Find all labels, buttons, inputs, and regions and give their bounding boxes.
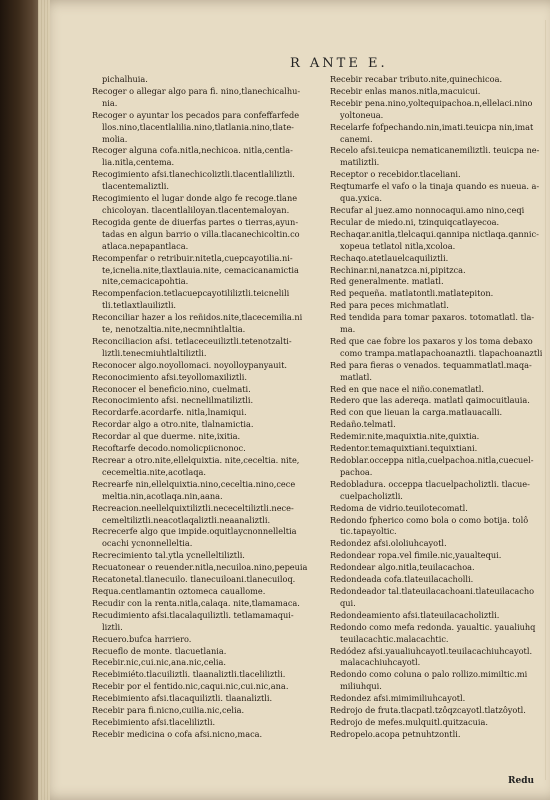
entry-line: ocachi ycnonnelleltia.: [102, 538, 193, 549]
entry-line: Recueflo de monte. tlacuetlania.: [92, 645, 227, 656]
entry-line: molia.: [102, 133, 128, 144]
entry-line: Recular de miedo.ni, tzinquiqcatlayecoa.: [330, 216, 500, 227]
entry-line: Redondeamiento afsi.tlateuilacacholiztli.: [330, 609, 500, 620]
running-head: R ANTE E.: [290, 56, 388, 71]
entry-line: Recrearfe nin,ellelquixtia.nino,ceceltia.nino,cece: [92, 478, 296, 489]
entry-line: Recoger o allegar algo para fi. nino,tlanechicalhu-: [92, 85, 301, 96]
entry-line: Recogimiento afsi.tlanechicoliztli.tlacentlaliliztli.: [92, 169, 295, 180]
entry-line: pichalhuia.: [102, 74, 148, 84]
entry-line: Red generalmente. matlatl.: [330, 276, 444, 287]
entry-line: Recompenfar o retribuir.nitetla,cuepcayotilia.ni-: [92, 252, 293, 263]
entry-line: Redaño.telmatl.: [330, 419, 396, 430]
entry-line: Recreacion.neellelquixtiliztli.nececeltiliztli.nece-: [92, 502, 294, 513]
entry-line: Recelo afsi.teuicpa nematicanemiliztli. teuicpa ne-: [330, 145, 540, 156]
entry-line: Redondo como mefa redonda. yaualtic. yaualiuhq: [330, 621, 536, 632]
entry-line: Recrear a otro.nite,ellelquixtia. nite,ceceltia. nite,: [92, 455, 300, 465]
entry-line: Recordarfe.acordarfe. nitla,lnamiqui.: [92, 407, 247, 418]
entry-line: pachoa.: [340, 466, 373, 477]
entry-line: qui.: [340, 597, 356, 608]
entry-line: Redondear algo.nitla,teuilacachoa.: [330, 562, 475, 573]
entry-line: Red con que lieuan la carga.matlauacalli.: [330, 407, 503, 418]
entry-line: cecemeltia.nite,acotlaqa.: [102, 466, 207, 477]
entry-line: liztli.: [102, 621, 123, 632]
entry-line: Reconocer el beneficio.nino, cuelmati.: [92, 383, 251, 394]
entry-line: Redropelo.acopa petnuhtzontli.: [330, 728, 461, 739]
entry-line: llos.nino,tlacentlalilia.nino,tlatlania.nino,tlate-: [102, 121, 294, 132]
right-column: [330, 74, 542, 741]
entry-line: yoltoneua.: [340, 109, 384, 120]
entry-line: tic.tapayoltic.: [340, 526, 397, 537]
entry-line: canemi.: [340, 133, 373, 144]
entry-line: Redondo como coluna o palo rollizo.mimiltic.mi: [330, 669, 528, 680]
entry-line: Recudir con la renta.nitla,calaqa. nite,tlamamaca.: [92, 597, 300, 608]
entry-line: lia.nitla,centema.: [102, 157, 175, 168]
entry-line: Reconocer algo.noyollomaci. noyolloypanyauit.: [92, 359, 288, 370]
entry-line: ma.: [340, 324, 356, 335]
entry-line: Requa.centlamantin oztomeca cauallome.: [92, 585, 266, 596]
entry-line: Red para peces michmatlatl.: [330, 300, 449, 311]
entry-line: malacachiuhcayotl.: [340, 657, 421, 668]
entry-line: Rechaqar.anitla,tlelcaqui.qannipa nictlaqa.qannic-: [330, 228, 539, 239]
entry-line: Recebimiento afsi.tlacaquiliztli. tlaanaliztli.: [92, 693, 273, 704]
entry-line: Redemir.nite,maquixtia.nite,quixtia.: [330, 431, 480, 442]
entry-line: xopeua tetlatol nitla,xcoloa.: [340, 240, 456, 251]
entry-line: cemeltiliztli.neacotlaqaliztli.neaanaliztli.: [102, 514, 271, 525]
book-spine: [0, 0, 40, 800]
entry-line: meltia.nin,acotlaqa.nin,aana.: [102, 490, 223, 501]
entry-line: Redondez afsi.ololiuhcayotl.: [330, 538, 447, 549]
entry-line: Recebir.nic,cui.nic,ana.nic,celia.: [92, 657, 227, 668]
entry-line: Rechaqo.atetlauelcaquiliztli.: [330, 252, 449, 263]
entry-line: Reconciliar hazer a los reñidos.nite,tlacecemilia.ni: [92, 312, 303, 323]
entry-line: Reqtumarfe el vafo o la tinaja quando es nueua. a-: [330, 181, 540, 192]
entry-line: Recebir por el fentido.nic,caqui.nic,cui.nic,ana.: [92, 681, 289, 692]
entry-line: Recoger o ayuntar los pecados para confeffarfede: [92, 109, 300, 120]
entry-line: Recebir medicina o cofa afsi.nicno,maca.: [92, 728, 263, 739]
entry-line: Recebir para fi.nicno,cuilia.nic,celia.: [92, 705, 245, 716]
entry-line: Recelarfe fofpechando.nin,imati.teuicpa nin,imat: [330, 121, 534, 132]
entry-line: teuilacachtic.malacachtic.: [340, 633, 449, 644]
entry-line: nite,cemacicapohtia.: [102, 276, 189, 287]
entry-line: atlaca.nepapantlaca.: [102, 240, 189, 251]
entry-line: Rechinar.ni,nanatzca.ni,pipitzca.: [330, 264, 466, 275]
entry-line: Red pequeña. matlatontli.matlatepiton.: [330, 288, 494, 299]
entry-line: Reconciliacion afsi. tetlaceceuiliztli.tetenotzalti-: [92, 335, 292, 346]
entry-line: qua.yxica.: [340, 193, 382, 204]
entry-line: Redódez afsi.yaualiuhcayotl.teuilacachiuhcayotl.: [330, 645, 533, 656]
entry-line: Recrecimiento tal.ytla ycnelleltiliztli.: [92, 550, 245, 561]
entry-line: Recudimiento afsi.tlacalaquiliztli. tetlamamaqui-: [92, 609, 294, 620]
entry-line: como trampa.matlapachoanaztli. tlapachoanaztli: [340, 347, 542, 358]
entry-line: Redobladura. occeppa tlacuelpacholiztli. tlacue-: [330, 478, 530, 489]
entry-line: tlacentemaliztli.: [102, 181, 169, 192]
entry-line: Redentor.temaquixtiani.tequixtiani.: [330, 443, 478, 454]
entry-line: Recogida gente de diuerfas partes o tierras,ayun-: [92, 216, 299, 227]
entry-line: Redondeador tal.tlateuilacachoani.tlateuilacacho: [330, 585, 535, 596]
entry-line: Red tendida para tomar paxaros. totomatlatl. tla-: [330, 312, 535, 323]
entry-line: Recuatonear o reuender.nitla,necuiloa.nino,pepeuia: [92, 562, 308, 573]
left-column: [92, 74, 320, 741]
entry-line: Redero que las adereqa. matlatl qaimocuitlauia.: [330, 395, 530, 406]
entry-line: cuelpacholiztli.: [340, 490, 403, 501]
entry-line: Recatonetal.tlanecuilo. tlanecuiloani.tlanecuiloq.: [92, 574, 296, 585]
entry-line: matiliztli.: [340, 157, 380, 168]
entry-line: Recordar algo a otro.nite, tlalnamictia.: [92, 419, 254, 430]
entry-line: nia.: [102, 97, 118, 108]
entry-line: Recrecerfe algo que impide.oquitlaycnonnelleltia: [92, 526, 297, 537]
entry-line: Red que cae fobre los paxaros y los toma debaxo: [330, 335, 533, 346]
entry-line: Redrojo de fruta.tlacpatl.tzôqzcayotl.tlatzôyotl.: [330, 705, 526, 716]
entry-line: Recebimiento afsi.tlaceliliztli.: [92, 716, 216, 727]
entry-line: miliuhqui.: [340, 681, 382, 692]
entry-line: Reconocimiento afsi.teyollomaxiliztli.: [92, 371, 248, 382]
entry-line: Red en que nace el niño.conematlatl.: [330, 383, 484, 394]
entry-line: Recebir recabar tributo.nite,quinechicoa.: [330, 74, 503, 84]
page-edge-line: [545, 20, 546, 780]
entry-line: Redondez afsi.mimimiliuhcayotl.: [330, 693, 466, 704]
entry-line: Redoblar.occeppa nitla,cuelpachoa.nitla,cuecuel-: [330, 455, 534, 465]
entry-line: Recoger alguna cofa.nitla,nechicoa. nitla,centla-: [92, 145, 293, 156]
entry-line: Redrojo de mefes.mulquitl.quitzacuia.: [330, 716, 489, 727]
entry-line: tadas en algun barrio o villa.tlacanechicoltin.co: [102, 228, 300, 239]
entry-line: Red para fieras o venados. tequammatlatl.maqa-: [330, 359, 532, 370]
page-edges: [38, 0, 50, 800]
entry-line: tli.tetlaxtlauiliztli.: [102, 300, 177, 311]
entry-line: Recogimiento el lugar donde algo fe recoge.tlane: [92, 193, 298, 204]
entry-line: Recompenfacion.tetlacuepcayotililiztli.teicnelili: [92, 288, 290, 299]
entry-line: Redoma de vidrio.teuilotecomatl.: [330, 502, 468, 513]
entry-line: Redondo fpherico como bola o como botija. tolô: [330, 514, 529, 525]
entry-line: matlatl.: [340, 371, 372, 382]
entry-line: Redondear ropa.vel fimile.nic,yaualtequi.: [330, 550, 502, 561]
entry-line: Recebir pena.nino,yoltequipachoa.n,ellelaci.nino: [330, 97, 533, 108]
entry-line: Recoftarfe decodo.nomolicpiicnonoc.: [92, 443, 246, 454]
catchword: Redu: [508, 776, 535, 786]
entry-line: Recuero.bufca harriero.: [92, 633, 192, 644]
entry-line: Recordar al que duerme. nite,ixitia.: [92, 431, 241, 442]
entry-line: Reconocimiento afsi. necnelilmatiliztli.: [92, 395, 254, 406]
entry-line: Recebimiéto.tlacuiliztli. tlaanaliztli.tlaceliliztli.: [92, 669, 286, 680]
entry-line: te,icnelia.nite,tlaxtlauia.nite, cemacicanamictia: [102, 264, 299, 275]
entry-line: Recufar al juez.amo nonnocaqui.amo nino,ceqi: [330, 204, 525, 215]
entry-line: te, nenotzaltia.nite,necmnihtlaltia.: [102, 324, 246, 335]
entry-line: Recebir enlas manos.nitla,macuicui.: [330, 85, 481, 96]
entry-line: Redondeada cofa.tlateuilacacholli.: [330, 574, 474, 585]
entry-line: chicoloyan. tlacentlaliloyan.tlacentemaloyan.: [102, 204, 290, 215]
entry-line: Receptor o recebidor.tlaceliani.: [330, 169, 461, 180]
entry-line: liztli.tenecmiuhtlaltiliztli.: [102, 347, 207, 358]
